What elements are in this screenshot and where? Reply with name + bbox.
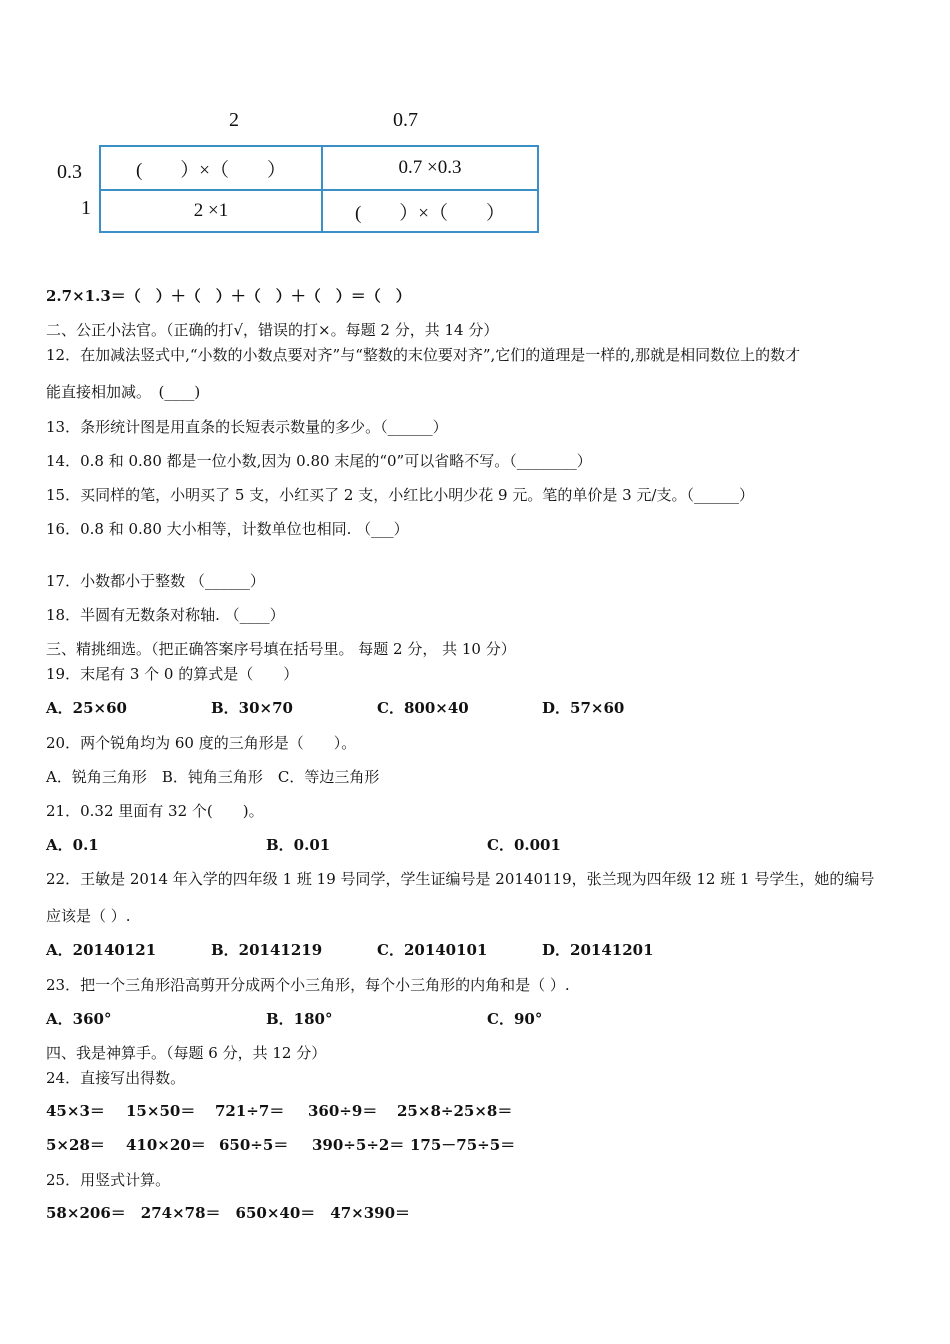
q22-option-a: A．20140121: [46, 941, 157, 959]
q23-option-b: B．180°: [266, 1010, 333, 1028]
question-22-line-1: 22．王敏是 2014 年入学的四年级 1 班 19 号同学，学生证编号是 20140119，张兰现为四年级 12 班 1 号学生，她的编号: [46, 870, 875, 888]
q21-option-b: B．0.01: [266, 836, 331, 854]
question-21: 21．0.32 里面有 32 个( )。: [46, 802, 264, 820]
q22-option-c: C．20140101: [377, 941, 488, 959]
calc-item: 721÷7＝: [215, 1102, 285, 1120]
grid-cell-1-2: 0.7 ×0.3: [398, 157, 462, 178]
question-18: 18．半圆有无数条对称轴. （____）: [46, 606, 285, 624]
question-20-options: A．锐角三角形 B．钝角三角形 C．等边三角形: [46, 768, 380, 786]
q19-option-d: D．57×60: [542, 699, 625, 717]
grid-cell-2-1: 2 ×1: [193, 200, 229, 221]
q22-option-b: B．20141219: [211, 941, 323, 959]
grid-col-header-2: 0.7: [393, 109, 418, 131]
calc-item: 410×20＝: [126, 1136, 206, 1154]
calc-item: 175－75÷5＝: [410, 1136, 516, 1154]
question-17: 17．小数都小于整数 （______）: [46, 572, 265, 590]
q23-option-c: C．90°: [487, 1010, 543, 1028]
question-15: 15．买同样的笔，小明买了 5 支，小红买了 2 支，小红比小明少花 9 元。笔的单价是 3 元/支。（______）: [46, 486, 754, 504]
q19-option-a: A．25×60: [46, 699, 127, 717]
q23-option-a: A．360°: [46, 1010, 112, 1028]
question-22-line-2: 应该是（ ）.: [46, 907, 131, 925]
question-25-row: 58×206＝ 274×78＝ 650×40＝ 47×390＝: [46, 1204, 411, 1222]
question-16: 16．0.8 和 0.80 大小相等，计数单位也相同. （___）: [46, 520, 409, 538]
question-12-line-2: 能直接相加减。 (____): [46, 383, 201, 401]
question-24: 24．直接写出得数。: [46, 1069, 186, 1087]
question-20: 20．两个锐角均为 60 度的三角形是（ ）。: [46, 734, 357, 752]
q22-option-d: D．20141201: [542, 941, 654, 959]
question-25: 25．用竖式计算。: [46, 1171, 171, 1189]
q19-option-c: C．800×40: [377, 699, 469, 717]
grid-cell-1-1: ( ）×（ ）: [135, 159, 287, 181]
question-12-line-1: 12．在加减法竖式中,“小数的小数点要对齐”与“整数的末位要对齐”,它们的道理是一样的,那就是相同数位上的数才: [46, 346, 801, 364]
multiplication-grid: [55, 105, 545, 240]
question-19-options: [46, 698, 906, 718]
calc-item: 650÷5＝: [219, 1136, 289, 1154]
grid-col-header-1: 2: [229, 109, 239, 131]
section-3-heading: 三、精挑细选。（把正确答案序号填在括号里。 每题 2 分， 共 10 分）: [46, 640, 516, 658]
section-4-heading: 四、我是神算手。（每题 6 分，共 12 分）: [46, 1044, 327, 1062]
q21-option-a: A．0.1: [46, 836, 99, 854]
grid-row-header-2: 1: [81, 197, 91, 219]
calc-item: 390÷5÷2＝: [312, 1136, 405, 1154]
expanded-product-line: 2.7×1.3＝（ ）＋（ ）＋（ ）＋（ ）＝（ ）: [46, 287, 411, 305]
calc-item: 25×8÷25×8＝: [397, 1102, 513, 1120]
calc-item: 45×3＝: [46, 1102, 105, 1120]
calc-item: 5×28＝: [46, 1136, 105, 1154]
calc-item: 15×50＝: [126, 1102, 196, 1120]
calc-item: 360÷9＝: [308, 1102, 378, 1120]
question-23-options: [46, 1009, 906, 1029]
question-22-options: [46, 940, 906, 960]
grid-table: [99, 145, 539, 233]
grid-cell-2-2: ( ）×（ ）: [354, 202, 506, 224]
question-13: 13．条形统计图是用直条的长短表示数量的多少。（______）: [46, 418, 448, 436]
grid-row-header-1: 0.3: [57, 161, 82, 183]
question-19: 19．末尾有 3 个 0 的算式是（ ）: [46, 665, 299, 683]
question-14: 14．0.8 和 0.80 都是一位小数,因为 0.80 末尾的“0”可以省略不写。（________）: [46, 452, 592, 470]
question-23: 23．把一个三角形沿高剪开分成两个小三角形，每个小三角形的内角和是（ ）.: [46, 976, 570, 994]
q19-option-b: B．30×70: [211, 699, 293, 717]
section-2-heading: 二、公正小法官。（正确的打√，错误的打×。每题 2 分，共 14 分）: [46, 321, 499, 339]
question-21-options: [46, 835, 906, 855]
q21-option-c: C．0.001: [487, 836, 561, 854]
question-24-row-2: [46, 1135, 906, 1155]
question-24-row-1: [46, 1101, 906, 1121]
